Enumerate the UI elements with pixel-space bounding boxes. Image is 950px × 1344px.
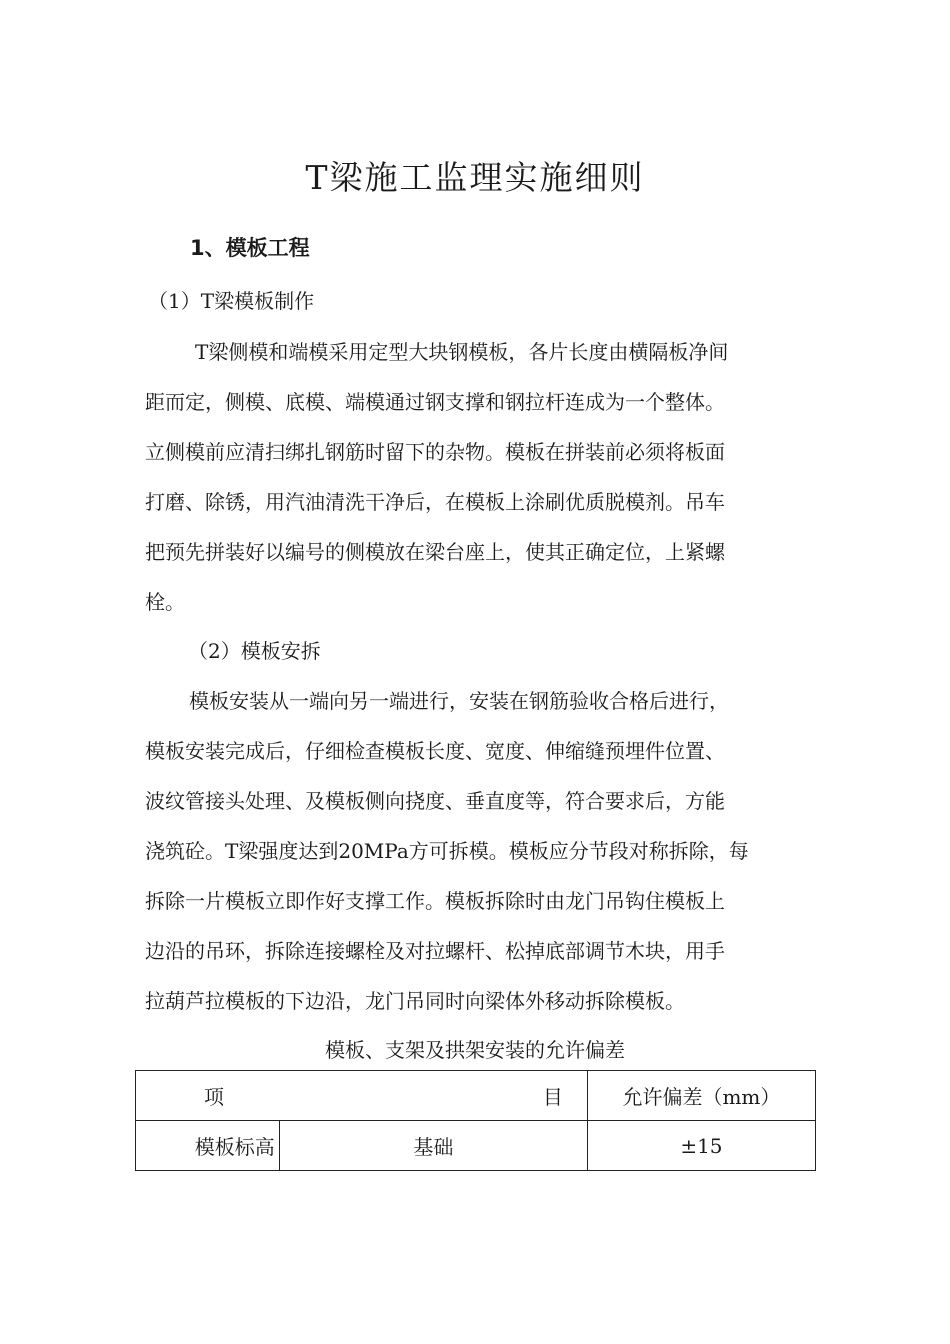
header-item-right: 目 xyxy=(542,1085,563,1109)
paragraph-line: 拉葫芦拉模板的下边沿，龙门吊同时向梁体外移动拆除模板。 xyxy=(145,989,685,1013)
paragraph-2 xyxy=(145,676,815,1026)
subsection-title-2: （2）模板安拆 xyxy=(188,639,321,663)
paragraph-line: 距而定，侧模、底模、端模通过钢支撑和钢拉杆连成为一个整体。 xyxy=(145,390,725,414)
paragraph-line: 立侧模前应清扫绑扎钢筋时留下的杂物。模板在拼装前必须将板面 xyxy=(145,440,725,464)
paragraph-line: 把预先拼装好以编号的侧模放在梁台座上，使其正确定位，上紧螺 xyxy=(145,540,725,564)
paragraph-1 xyxy=(145,327,815,627)
paragraph-line: 拆除一片模板立即作好支撑工作。模板拆除时由龙门吊钩住模板上 xyxy=(145,889,725,913)
paragraph-line: 模板安装从一端向另一端进行，安装在钢筋验收合格后进行， xyxy=(189,689,729,713)
paragraph-line: 打磨、除锈，用汽油清洗干净后，在模板上涂刷优质脱模剂。吊车 xyxy=(145,490,725,514)
paragraph-line: 波纹管接头处理、及模板侧向挠度、垂直度等，符合要求后，方能 xyxy=(145,789,725,813)
tolerance-table xyxy=(135,1070,816,1171)
row-tolerance-cell: ±15 xyxy=(587,1121,815,1171)
header-tolerance-cell: 允许偏差（mm） xyxy=(587,1071,815,1121)
paragraph-line: T梁侧模和端模采用定型大块钢模板，各片长度由横隔板净间 xyxy=(195,340,729,364)
paragraph-line: 边沿的吊环，拆除连接螺栓及对拉螺杆、松掉底部调节木块，用手 xyxy=(145,939,725,963)
table-row xyxy=(136,1121,816,1171)
header-item-left: 项 xyxy=(204,1085,224,1109)
row-category-cell: 模板标高 xyxy=(136,1121,280,1171)
subsection-title-1: （1）T梁模板制作 xyxy=(148,289,315,313)
paragraph-line: 浇筑砼。T梁强度达到20MPa方可拆模。模板应分节段对称拆除，每 xyxy=(145,839,749,863)
document-title: T梁施工监理实施细则 xyxy=(305,158,645,197)
row-item-cell: 基础 xyxy=(279,1121,587,1171)
paragraph-line: 栓。 xyxy=(145,590,185,614)
header-item-cell xyxy=(136,1071,588,1121)
paragraph-line: 模板安装完成后，仔细检查模板长度、宽度、伸缩缝预埋件位置、 xyxy=(145,739,725,763)
table-caption: 模板、支架及拱架安装的允许偏差 xyxy=(325,1038,625,1062)
section-heading: 1、模板工程 xyxy=(190,236,310,260)
table-header-row xyxy=(136,1071,816,1121)
